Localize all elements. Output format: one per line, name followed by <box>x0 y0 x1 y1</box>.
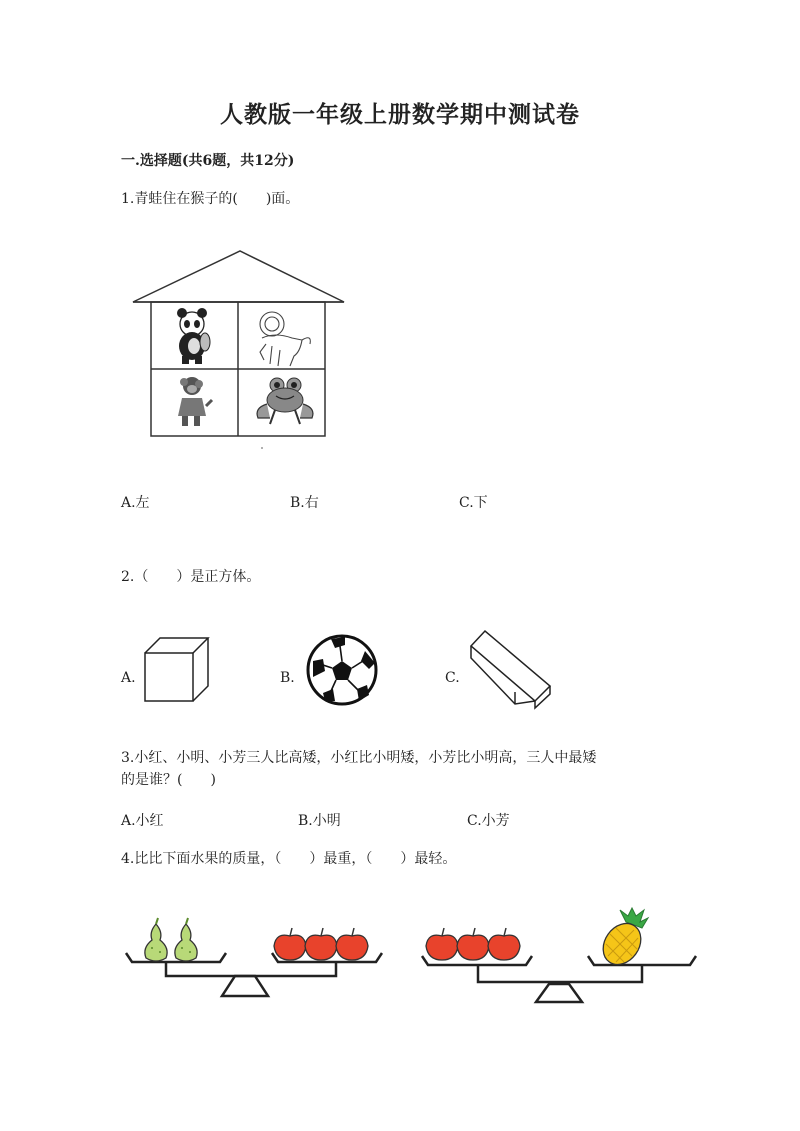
soccer-ball-icon <box>305 633 379 707</box>
apple-icon <box>488 928 520 960</box>
q2-option-b[interactable]: B. <box>280 670 295 686</box>
question-3-text-line1: 3.小红、小明、小芳三人比高矮，小红比小明矮，小芳比小明高，三人中最矮 <box>121 750 597 766</box>
q3-option-a[interactable]: A.小红 <box>121 813 164 829</box>
question-2-text: 2.（ ）是正方体。 <box>121 569 261 585</box>
panda-icon <box>177 308 210 364</box>
cube-icon <box>140 636 212 706</box>
q1-option-c[interactable]: C.下 <box>459 495 488 511</box>
balance-scale-icon <box>124 918 386 998</box>
q3-option-c[interactable]: C.小芳 <box>467 813 510 829</box>
q1-option-a[interactable]: A.左 <box>121 495 150 511</box>
section-heading: 一.选择题(共6题，共12分) <box>121 153 295 169</box>
house-icon <box>130 248 350 453</box>
apple-icon <box>305 928 337 960</box>
pear-icon <box>175 918 197 961</box>
q2-option-c[interactable]: C. <box>445 670 460 686</box>
question-3-text-line2: 的是谁？( ) <box>121 772 216 788</box>
question-1-text: 1.青蛙住在猴子的( )面。 <box>121 191 300 207</box>
pear-icon <box>145 918 167 961</box>
page-title: 人教版一年级上册数学期中测试卷 <box>220 101 580 128</box>
cuboid-icon <box>465 626 555 708</box>
apple-icon <box>457 928 489 960</box>
question-4-text: 4.比比下面水果的质量，（ ）最重，（ ）最轻。 <box>121 851 457 867</box>
lion-icon <box>260 312 310 366</box>
frog-icon <box>257 378 313 424</box>
monkey-icon <box>178 377 212 426</box>
q2-option-a[interactable]: A. <box>121 670 136 686</box>
q3-option-b[interactable]: B.小明 <box>298 813 341 829</box>
apple-icon <box>426 928 458 960</box>
apple-icon <box>274 928 306 960</box>
pineapple-icon <box>595 908 648 972</box>
balance-scale-icon <box>420 908 702 1006</box>
q1-option-b[interactable]: B.右 <box>290 495 319 511</box>
apple-icon <box>336 928 368 960</box>
